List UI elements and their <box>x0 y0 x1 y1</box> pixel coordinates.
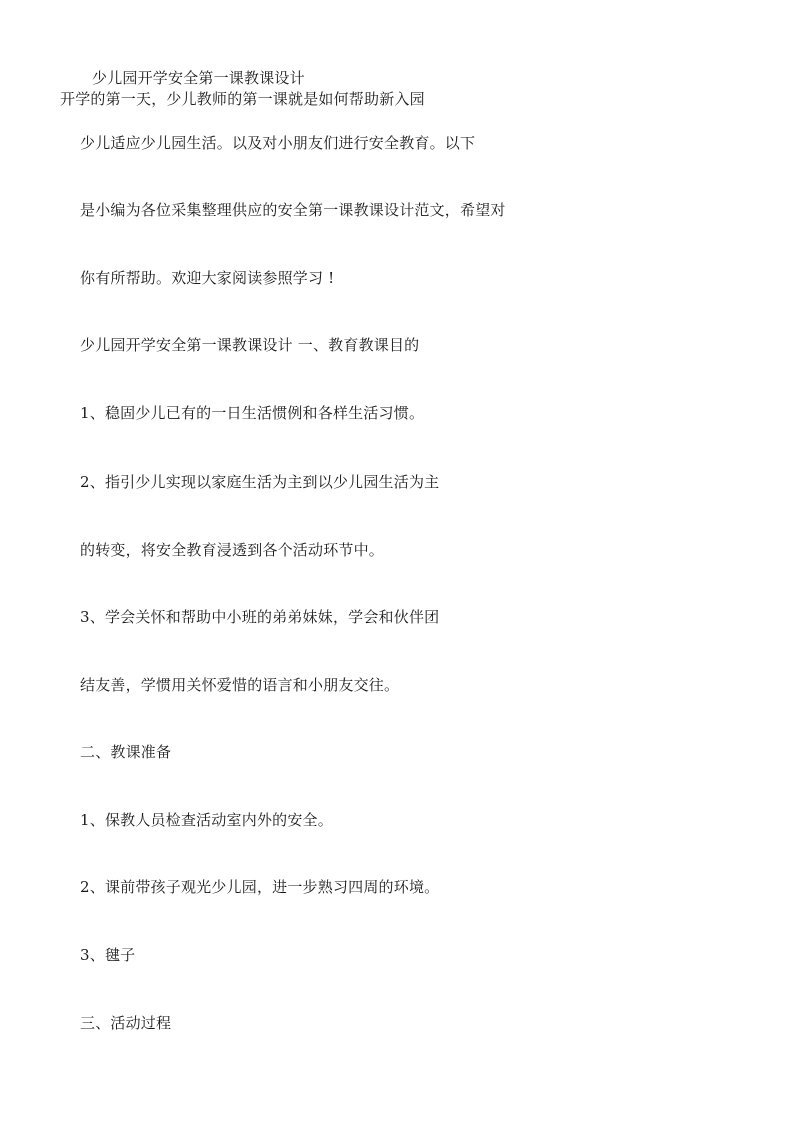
list-item-continuation: 结友善，学惯用关怀爱惜的语言和小朋友交往。 <box>80 676 400 694</box>
list-item-continuation: 的转变，将安全教育浸透到各个活动环节中。 <box>80 541 385 559</box>
list-item: 3、学会关怀和帮助中小班的弟弟妹妹，学会和伙伴团 <box>80 608 440 626</box>
list-item: 2、课前带孩子观光少儿园，进一步熟习四周的环境。 <box>80 878 440 896</box>
list-item: 1、保教人员检查活动室内外的安全。 <box>80 811 333 829</box>
paragraph-line: 开学的第一天，少儿教师的第一课就是如何帮助新入园 <box>60 90 425 108</box>
paragraph-line: 你有所帮助。欢迎大家阅读参照学习 ! <box>80 269 335 287</box>
paragraph-line: 少儿适应少儿园生活。以及对小朋友们进行安全教育。以下 <box>80 134 476 152</box>
list-item: 2、指引少儿实现以家庭生活为主到以少儿园生活为主 <box>80 473 440 491</box>
paragraph-line: 是小编为各位采集整理供应的安全第一课教课设计范文，希望对 <box>80 201 506 219</box>
list-item: 3、毽子 <box>80 946 136 964</box>
section-heading: 少儿园开学安全第一课教课设计 一、教育教课目的 <box>80 336 420 354</box>
section-heading: 二、教课准备 <box>80 743 172 761</box>
list-item: 1、稳固少儿已有的一日生活惯例和各样生活习惯。 <box>80 404 425 422</box>
document-title: 少儿园开学安全第一课教课设计 <box>92 69 305 87</box>
section-heading: 三、活动过程 <box>80 1014 172 1032</box>
